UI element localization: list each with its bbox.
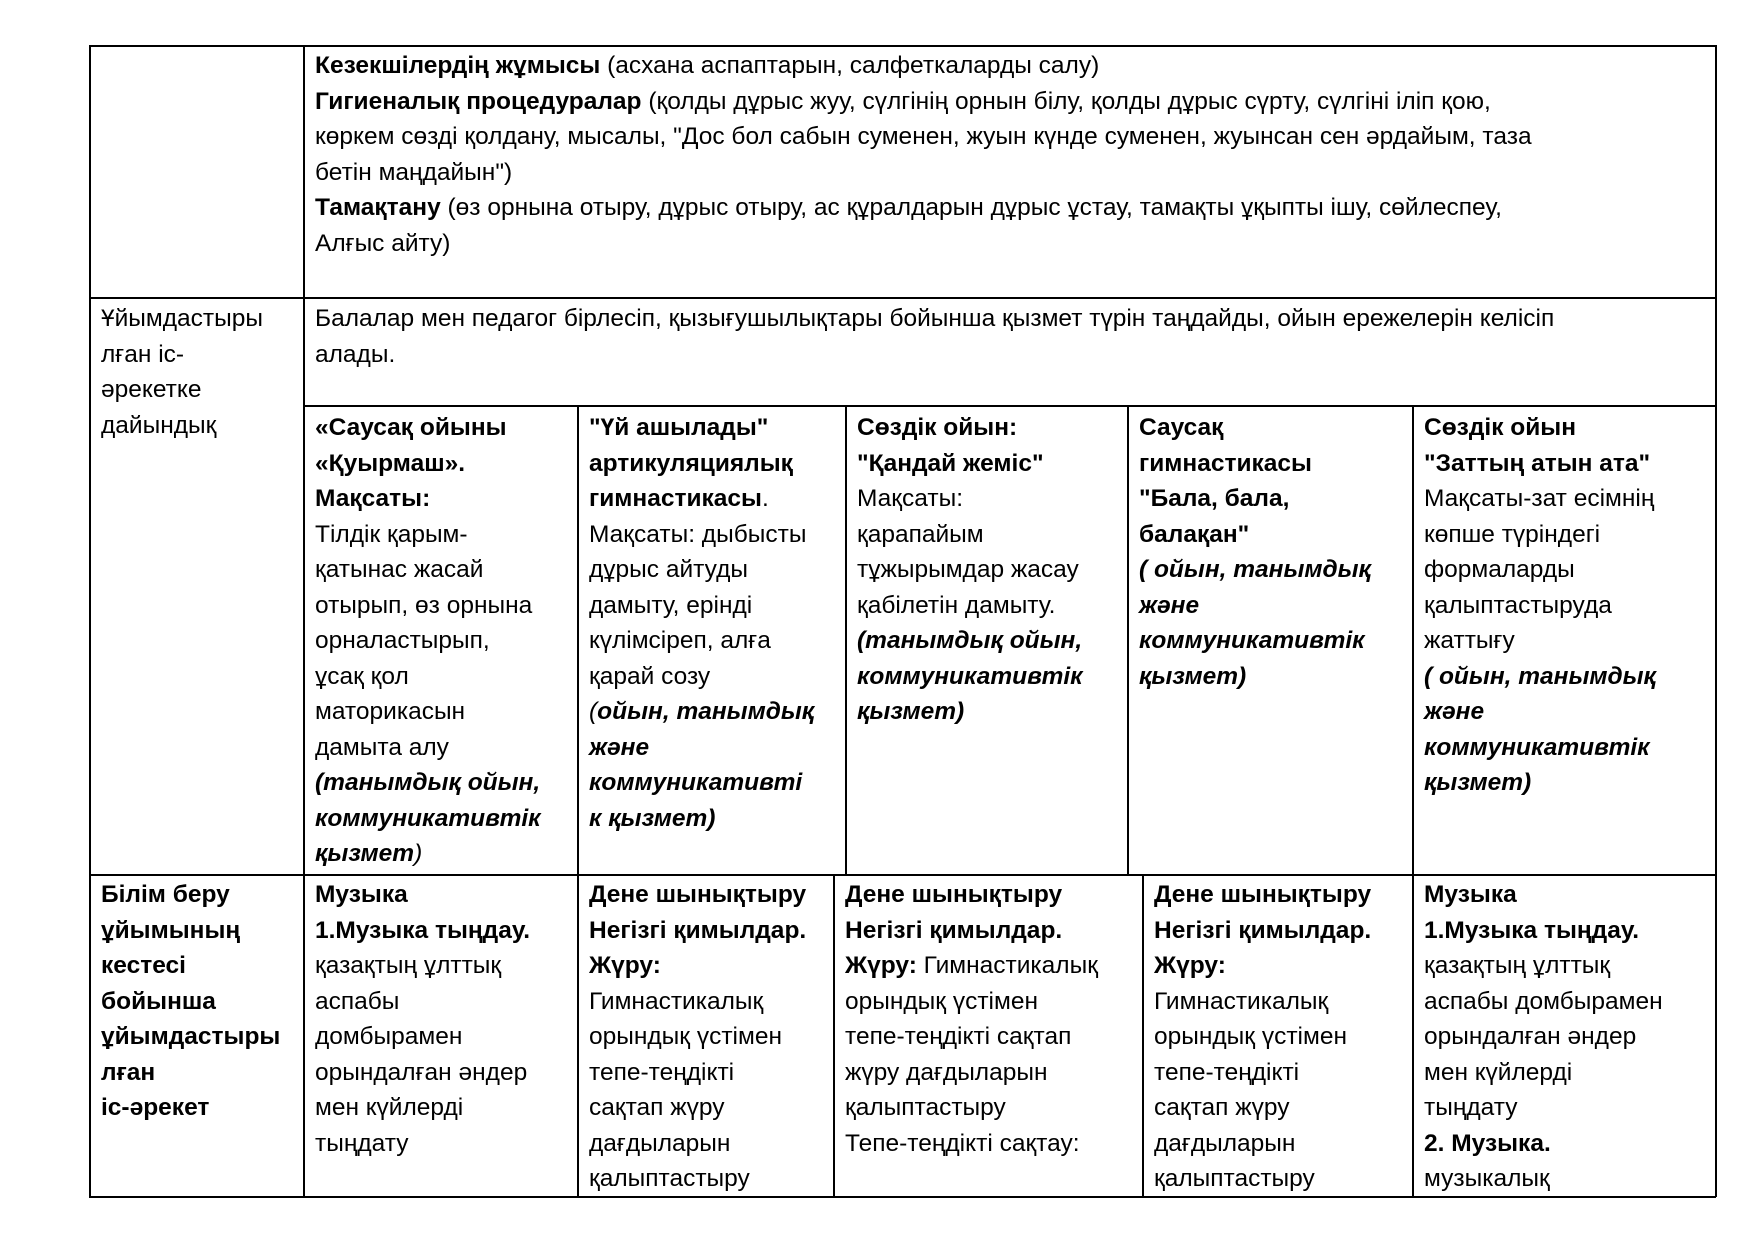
- text-line: [589, 552, 814, 588]
- text-line: [1424, 1126, 1663, 1162]
- text-line: [315, 1126, 530, 1162]
- text-line: [845, 1090, 1098, 1126]
- text-line: [845, 1126, 1098, 1162]
- text-run: дағдыларын: [589, 1129, 731, 1157]
- text-line: [1139, 552, 1371, 588]
- text-run: дамыта алу: [315, 733, 449, 761]
- activity-cell-day-3: [857, 410, 1083, 730]
- text-line: алады.: [315, 340, 396, 368]
- text-line: [315, 155, 1532, 191]
- text-run: және: [1139, 591, 1200, 619]
- text-line: [1424, 446, 1656, 482]
- column-divider: [845, 405, 847, 875]
- text-run: Сөздік ойын: [1424, 414, 1577, 441]
- text-run: тепе-теңдікті: [589, 1058, 735, 1086]
- text-line: [315, 765, 541, 801]
- text-line: [315, 552, 541, 588]
- text-line: [857, 446, 1083, 482]
- text-run: Музыка: [315, 881, 408, 908]
- text-run: көркем сөзді қолдану, мысалы, "Дос бол сабын суменен, жуын күнде суменен, жуынсан сен әрдайым, таза: [315, 123, 1532, 150]
- text-run: Негізгі қимылдар.: [1154, 916, 1372, 944]
- text-line: [845, 913, 1098, 949]
- text-line: [589, 694, 814, 730]
- text-run: Сөздік ойын:: [857, 414, 1018, 441]
- column-divider: [577, 405, 579, 1197]
- text-run: Дене шынықтыру: [845, 881, 1063, 908]
- text-run: сақтап жүру: [589, 1094, 725, 1121]
- lesson-cell-day-1: [315, 877, 530, 1161]
- text-line: [315, 730, 541, 766]
- text-line: [1424, 588, 1656, 624]
- text-line: [589, 588, 814, 624]
- text-run: ( ойын, танымдық: [1424, 662, 1656, 690]
- text-run: Мақсаты:: [857, 485, 964, 512]
- text-run: Жүру:: [1154, 952, 1226, 979]
- text-line: [1424, 623, 1656, 659]
- text-run: гимнастикасы: [1139, 449, 1312, 477]
- text-line: [857, 552, 1083, 588]
- text-run: "Бала, бала,: [1139, 485, 1290, 512]
- text-run: қалыптастыру: [1154, 1165, 1315, 1192]
- text-run: 1.Музыка тыңдау.: [1424, 916, 1640, 944]
- text-run: орындалған әндер: [315, 1058, 528, 1086]
- text-line: [589, 446, 814, 482]
- text-run: жүру дағдыларын: [845, 1058, 1048, 1086]
- text-line: [315, 1019, 530, 1055]
- text-line: [1424, 481, 1656, 517]
- text-run: Дене шынықтыру: [1154, 881, 1372, 908]
- text-line: [315, 948, 530, 984]
- text-line: [1154, 1126, 1371, 1162]
- text-line: [857, 623, 1083, 659]
- row-divider: [303, 405, 1716, 407]
- text-run: (: [589, 698, 598, 725]
- text-run: тыңдату: [315, 1129, 409, 1157]
- text-run: Саусақ: [1139, 414, 1224, 441]
- text-line: [589, 984, 806, 1020]
- text-line: [1139, 410, 1371, 446]
- text-line: [1424, 984, 1663, 1020]
- text-run: орындық үстімен: [1154, 1023, 1347, 1050]
- text-run: ( ойын, танымдық: [1139, 556, 1371, 583]
- text-run: формаларды: [1424, 556, 1575, 583]
- text-line: [589, 913, 806, 949]
- text-run: тепе-теңдікті сақтап: [845, 1023, 1072, 1050]
- text-run: орындық үстімен: [589, 1023, 782, 1050]
- text-run: және: [589, 733, 650, 761]
- text-run: Тамақтану: [315, 194, 441, 221]
- text-line: [857, 481, 1083, 517]
- text-run: қарапайым: [857, 520, 984, 548]
- text-run: коммуникативтік: [857, 662, 1083, 690]
- text-line: [1139, 659, 1371, 695]
- text-line: [1154, 877, 1371, 913]
- text-line: [1424, 1019, 1663, 1055]
- row-label-preparation: [101, 301, 263, 443]
- column-divider: [303, 45, 305, 1197]
- text-run: коммуникативті: [589, 769, 803, 796]
- text-line: [1424, 913, 1663, 949]
- text-run: коммуникативтік: [1139, 627, 1365, 654]
- text-line: [589, 410, 814, 446]
- text-line: [315, 877, 530, 913]
- text-run: қазақтың ұлттық: [1424, 952, 1611, 979]
- text-run: Музыка: [1424, 881, 1517, 908]
- row-divider: [89, 874, 1716, 876]
- lesson-cell-day-5: [1424, 877, 1663, 1197]
- text-run: ): [414, 840, 423, 867]
- text-line: [589, 517, 814, 553]
- text-run: маторикасын: [315, 698, 466, 725]
- text-run: "Заттың атын ата": [1424, 449, 1651, 477]
- text-line: [1139, 517, 1371, 553]
- text-run: қалыптастыруда: [1424, 591, 1612, 619]
- text-run: "Үй ашылады": [589, 414, 769, 441]
- text-run: к қызмет): [589, 804, 716, 832]
- column-divider: [1127, 405, 1129, 875]
- text-run: қызмет: [315, 840, 415, 867]
- text-line: [315, 623, 541, 659]
- table-border-top: [89, 45, 1716, 47]
- text-line: [315, 226, 1532, 262]
- text-run: аспабы домбырамен: [1424, 987, 1663, 1015]
- text-run: Жүру:: [845, 952, 917, 979]
- text-run: артикуляциялық: [589, 449, 793, 477]
- text-run: және: [1424, 698, 1485, 725]
- text-line: [1424, 1161, 1663, 1197]
- text-run: (асхана аспаптарын, салфеткаларды салу): [600, 52, 1100, 79]
- lesson-cell-day-2: [589, 877, 806, 1197]
- activity-cell-day-2: [589, 410, 814, 836]
- text-line: дайындық: [101, 411, 217, 439]
- text-run: қарай созу: [589, 662, 711, 690]
- column-divider: [1412, 405, 1414, 1197]
- text-run: Алғыс айту): [315, 229, 451, 257]
- text-line: [589, 1126, 806, 1162]
- column-divider: [833, 874, 835, 1197]
- activity-cell-day-5: [1424, 410, 1656, 801]
- text-line: [315, 659, 541, 695]
- text-run: қызмет): [1139, 662, 1247, 690]
- text-run: дамыту, ерінді: [589, 591, 753, 619]
- text-line: [857, 517, 1083, 553]
- text-line: [589, 1055, 806, 1091]
- text-line: [1154, 948, 1371, 984]
- text-run: дағдыларын: [1154, 1129, 1296, 1157]
- text-line: [589, 481, 814, 517]
- preparation-intro: [315, 301, 1554, 372]
- text-run: 2. Музыка.: [1424, 1129, 1551, 1157]
- text-run: Гимнастикалық: [916, 952, 1098, 979]
- text-line: [845, 1055, 1098, 1091]
- text-line: [1424, 1055, 1663, 1091]
- text-run: сақтап жүру: [1154, 1094, 1290, 1121]
- text-run: (танымдық ойын,: [315, 769, 541, 796]
- text-run: ойын, танымдық: [597, 698, 815, 725]
- text-run: отырып, өз орнына: [315, 591, 533, 619]
- text-line: [315, 801, 541, 837]
- text-line: [1424, 410, 1656, 446]
- text-line: [845, 1019, 1098, 1055]
- routine-description: [315, 48, 1532, 261]
- text-line: Білім беру: [101, 881, 230, 908]
- text-line: [1154, 1090, 1371, 1126]
- text-line: [315, 836, 541, 872]
- text-run: Мақсаты-зат есімнің: [1424, 485, 1655, 512]
- text-run: «Саусақ ойыны: [315, 414, 507, 441]
- text-line: бойынша: [101, 987, 216, 1015]
- text-line: [1154, 984, 1371, 1020]
- text-run: .: [761, 485, 769, 512]
- text-run: «Қуырмаш».: [315, 449, 466, 477]
- text-line: [315, 481, 541, 517]
- text-run: бетін маңдайын"): [315, 158, 513, 186]
- text-line: ұйымдастыры: [101, 1023, 281, 1050]
- text-line: [1154, 1019, 1371, 1055]
- text-line: Ұйымдастыры: [101, 305, 264, 332]
- text-run: Гимнастикалық: [589, 987, 764, 1015]
- text-line: [315, 1055, 530, 1091]
- text-run: (өз орнына отыру, дұрыс отыру, ас құралдарын дұрыс ұстау, тамақты ұқыпты ішу, сөйлеспеу,: [440, 194, 1502, 221]
- text-line: [1154, 913, 1371, 949]
- text-line: әрекетке: [101, 376, 202, 403]
- text-line: [315, 984, 530, 1020]
- text-line: [315, 1090, 530, 1126]
- text-line: [589, 623, 814, 659]
- text-line: [589, 1161, 806, 1197]
- text-line: [589, 765, 814, 801]
- text-line: [1424, 730, 1656, 766]
- text-run: Гимнастикалық: [1154, 987, 1329, 1015]
- text-run: тыңдату: [1424, 1094, 1518, 1121]
- text-run: мен күйлерді: [1424, 1058, 1573, 1086]
- text-line: лған іс-: [101, 340, 185, 368]
- text-line: [315, 588, 541, 624]
- row-divider: [89, 297, 1716, 299]
- activity-cell-day-1: [315, 410, 541, 872]
- text-line: [1424, 659, 1656, 695]
- text-run: қазақтың ұлттық: [315, 952, 502, 979]
- text-line: [857, 694, 1083, 730]
- text-run: Мақсаты: дыбысты: [589, 520, 807, 548]
- text-run: орналастырып,: [315, 627, 490, 654]
- text-run: күлімсіреп, алға: [589, 627, 771, 654]
- lesson-cell-day-3: [845, 877, 1098, 1161]
- text-line: Балалар мен педагог бірлесіп, қызығушылықтары бойынша қызмет түрін таңдайды, ойын ережелерін келісіп: [315, 305, 1555, 332]
- text-line: [315, 913, 530, 949]
- text-run: Дене шынықтыру: [589, 881, 807, 908]
- text-run: жаттығу: [1424, 627, 1515, 654]
- text-run: қалыптастыру: [845, 1094, 1006, 1121]
- text-line: [589, 1019, 806, 1055]
- text-run: аспабы: [315, 987, 400, 1015]
- text-line: [1424, 948, 1663, 984]
- text-line: [1139, 623, 1371, 659]
- text-run: Жүру:: [589, 952, 661, 979]
- text-line: [1424, 694, 1656, 730]
- text-line: [1139, 481, 1371, 517]
- text-line: [589, 801, 814, 837]
- text-line: [857, 410, 1083, 446]
- text-line: ұйымының: [101, 916, 241, 944]
- text-run: қабілетін дамыту.: [857, 591, 1056, 619]
- text-run: орындық үстімен: [845, 987, 1038, 1015]
- text-run: гимнастикасы: [589, 485, 762, 512]
- text-run: 1.Музыка тыңдау.: [315, 916, 531, 944]
- text-run: Гигиеналық процедуралар: [315, 87, 642, 115]
- text-line: [1424, 552, 1656, 588]
- text-run: Мақсаты:: [315, 485, 431, 512]
- text-line: [1139, 446, 1371, 482]
- text-line: [589, 948, 806, 984]
- text-run: Тепе-теңдікті сақтау:: [845, 1129, 1080, 1157]
- text-line: [315, 190, 1532, 226]
- lesson-cell-day-4: [1154, 877, 1371, 1197]
- text-line: [589, 659, 814, 695]
- text-run: Негізгі қимылдар.: [845, 916, 1063, 944]
- text-run: Кезекшілердің жұмысы: [315, 52, 601, 79]
- text-line: [857, 588, 1083, 624]
- text-run: "Қандай жеміс": [857, 449, 1044, 477]
- text-line: [589, 730, 814, 766]
- text-run: тұжырымдар жасау: [857, 556, 1079, 583]
- text-line: [315, 84, 1532, 120]
- text-line: лған: [101, 1058, 156, 1086]
- text-line: [845, 877, 1098, 913]
- text-run: Негізгі қимылдар.: [589, 916, 807, 944]
- text-line: [315, 410, 541, 446]
- text-run: қызмет): [1424, 769, 1532, 796]
- text-run: музыкалық: [1424, 1165, 1550, 1192]
- text-run: балақан": [1139, 520, 1250, 548]
- text-line: [315, 446, 541, 482]
- text-line: [315, 694, 541, 730]
- column-divider: [1142, 874, 1144, 1197]
- text-line: кестесі: [101, 952, 186, 979]
- activity-cell-day-4: [1139, 410, 1371, 694]
- text-line: [1424, 765, 1656, 801]
- text-line: [589, 1090, 806, 1126]
- text-line: [1139, 588, 1371, 624]
- text-run: қатынас жасай: [315, 556, 484, 583]
- text-run: (танымдық ойын,: [857, 627, 1083, 654]
- text-run: коммуникативтік: [1424, 733, 1650, 761]
- text-run: ұсақ қол: [315, 662, 409, 690]
- table-border-left: [89, 45, 91, 1197]
- text-run: домбырамен: [315, 1023, 463, 1050]
- text-line: [589, 877, 806, 913]
- text-run: көпше түріндегі: [1424, 520, 1601, 548]
- text-line: [315, 48, 1532, 84]
- text-run: (қолды дұрыс жуу, сүлгінің орнын білу, қолды дұрыс сүрту, сүлгіні іліп қою,: [641, 87, 1491, 115]
- text-run: орындалған әндер: [1424, 1023, 1637, 1050]
- text-line: [1424, 877, 1663, 913]
- text-line: іс-әрекет: [101, 1094, 210, 1121]
- table-border-right: [1715, 45, 1717, 1197]
- text-line: [315, 119, 1532, 155]
- row-label-organized-activity: [101, 877, 280, 1126]
- text-line: [315, 517, 541, 553]
- text-line: [1154, 1055, 1371, 1091]
- text-line: [857, 659, 1083, 695]
- text-run: коммуникативтік: [315, 804, 541, 832]
- text-run: тепе-теңдікті: [1154, 1058, 1300, 1086]
- text-line: [1424, 1090, 1663, 1126]
- text-run: мен күйлерді: [315, 1094, 464, 1121]
- text-run: дұрыс айтуды: [589, 556, 748, 583]
- text-line: [845, 984, 1098, 1020]
- text-line: [1154, 1161, 1371, 1197]
- text-line: [1424, 517, 1656, 553]
- text-run: Тілдік қарым-: [315, 520, 468, 548]
- text-run: қалыптастыру: [589, 1165, 750, 1192]
- text-line: [845, 948, 1098, 984]
- text-run: қызмет): [857, 698, 965, 725]
